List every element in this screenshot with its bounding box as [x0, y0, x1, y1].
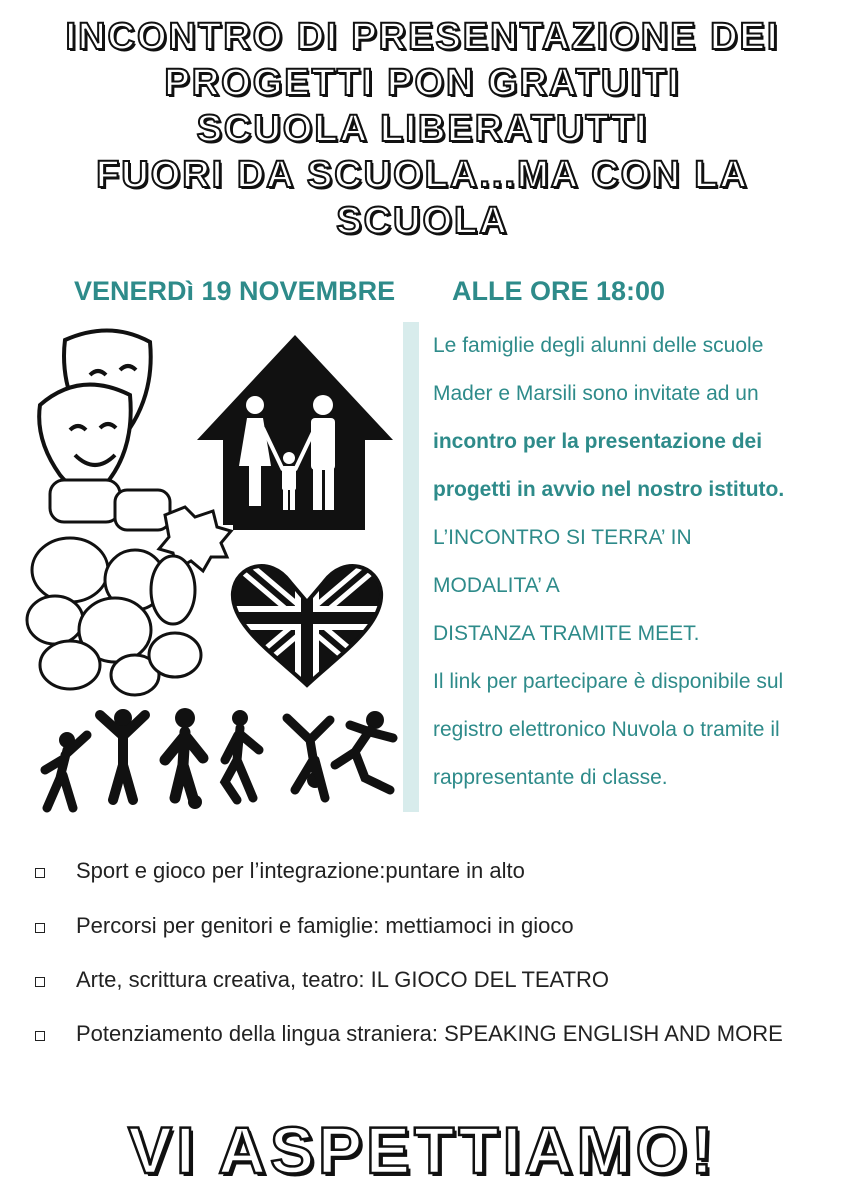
theatre-masks-icon: [39, 330, 151, 490]
title-line: SCUOLA: [336, 200, 509, 242]
checkbox-bullet-icon: [35, 977, 45, 987]
description-line: L’INCONTRO SI TERRA’ IN: [433, 526, 692, 549]
list-item: [0, 856, 845, 886]
footer-title: VI ASPETTIAMO!: [128, 1113, 717, 1187]
description-line: Mader e Marsili sono invitate ad un: [433, 382, 759, 405]
title-line: INCONTRO DI PRESENTAZIONE DEI: [65, 16, 780, 58]
description-line: registro elettronico Nuvola o tramite il: [433, 718, 780, 741]
heart-union-flag-icon: [225, 550, 390, 690]
description-line: incontro per la presentazione dei: [433, 430, 763, 453]
children-silhouettes-icon: [45, 708, 393, 809]
list-item-label: Potenziamento della lingua straniera: SPEAKING ENGLISH AND MORE: [76, 1021, 783, 1046]
poster-title: [20, 14, 825, 244]
list-item: [0, 1019, 845, 1049]
family-house-icon: [197, 335, 393, 537]
accent-divider: [403, 322, 419, 812]
title-line: FUORI DA SCUOLA...MA CON LA: [96, 154, 749, 196]
event-datetime: [0, 272, 845, 312]
title-line: PROGETTI PON GRATUITI: [164, 62, 681, 104]
description-line: MODALITA’ A: [433, 574, 560, 597]
event-description: [433, 322, 833, 802]
list-item: [0, 965, 845, 995]
list-item-label: Percorsi per genitori e famiglie: mettiamoci in gioco: [76, 913, 574, 938]
list-item-label: Arte, scrittura creativa, teatro: IL GIOCO DEL TEATRO: [76, 967, 610, 992]
description-line: DISTANZA TRAMITE MEET.: [433, 622, 700, 645]
title-line: SCUOLA LIBERATUTTI: [196, 108, 649, 150]
illustration-collage: [25, 320, 405, 820]
list-item: [0, 911, 845, 941]
description-line: Le famiglie degli alunni delle scuole: [433, 334, 764, 357]
list-item-label: Sport e gioco per l’integrazione:puntare in alto: [76, 858, 525, 883]
checkbox-bullet-icon: [35, 868, 45, 878]
checkbox-bullet-icon: [35, 923, 45, 933]
description-line: rappresentante di classe.: [433, 766, 668, 789]
checkbox-bullet-icon: [35, 1031, 45, 1041]
description-line: progetti in avvio nel nostro istituto.: [433, 478, 785, 501]
description-line: Il link per partecipare è disponibile sul: [433, 670, 784, 693]
event-date: VENERDì 19 NOVEMBRE: [74, 276, 396, 306]
event-time: ALLE ORE 18:00: [452, 276, 666, 306]
speech-bubbles-icon: [27, 480, 231, 695]
